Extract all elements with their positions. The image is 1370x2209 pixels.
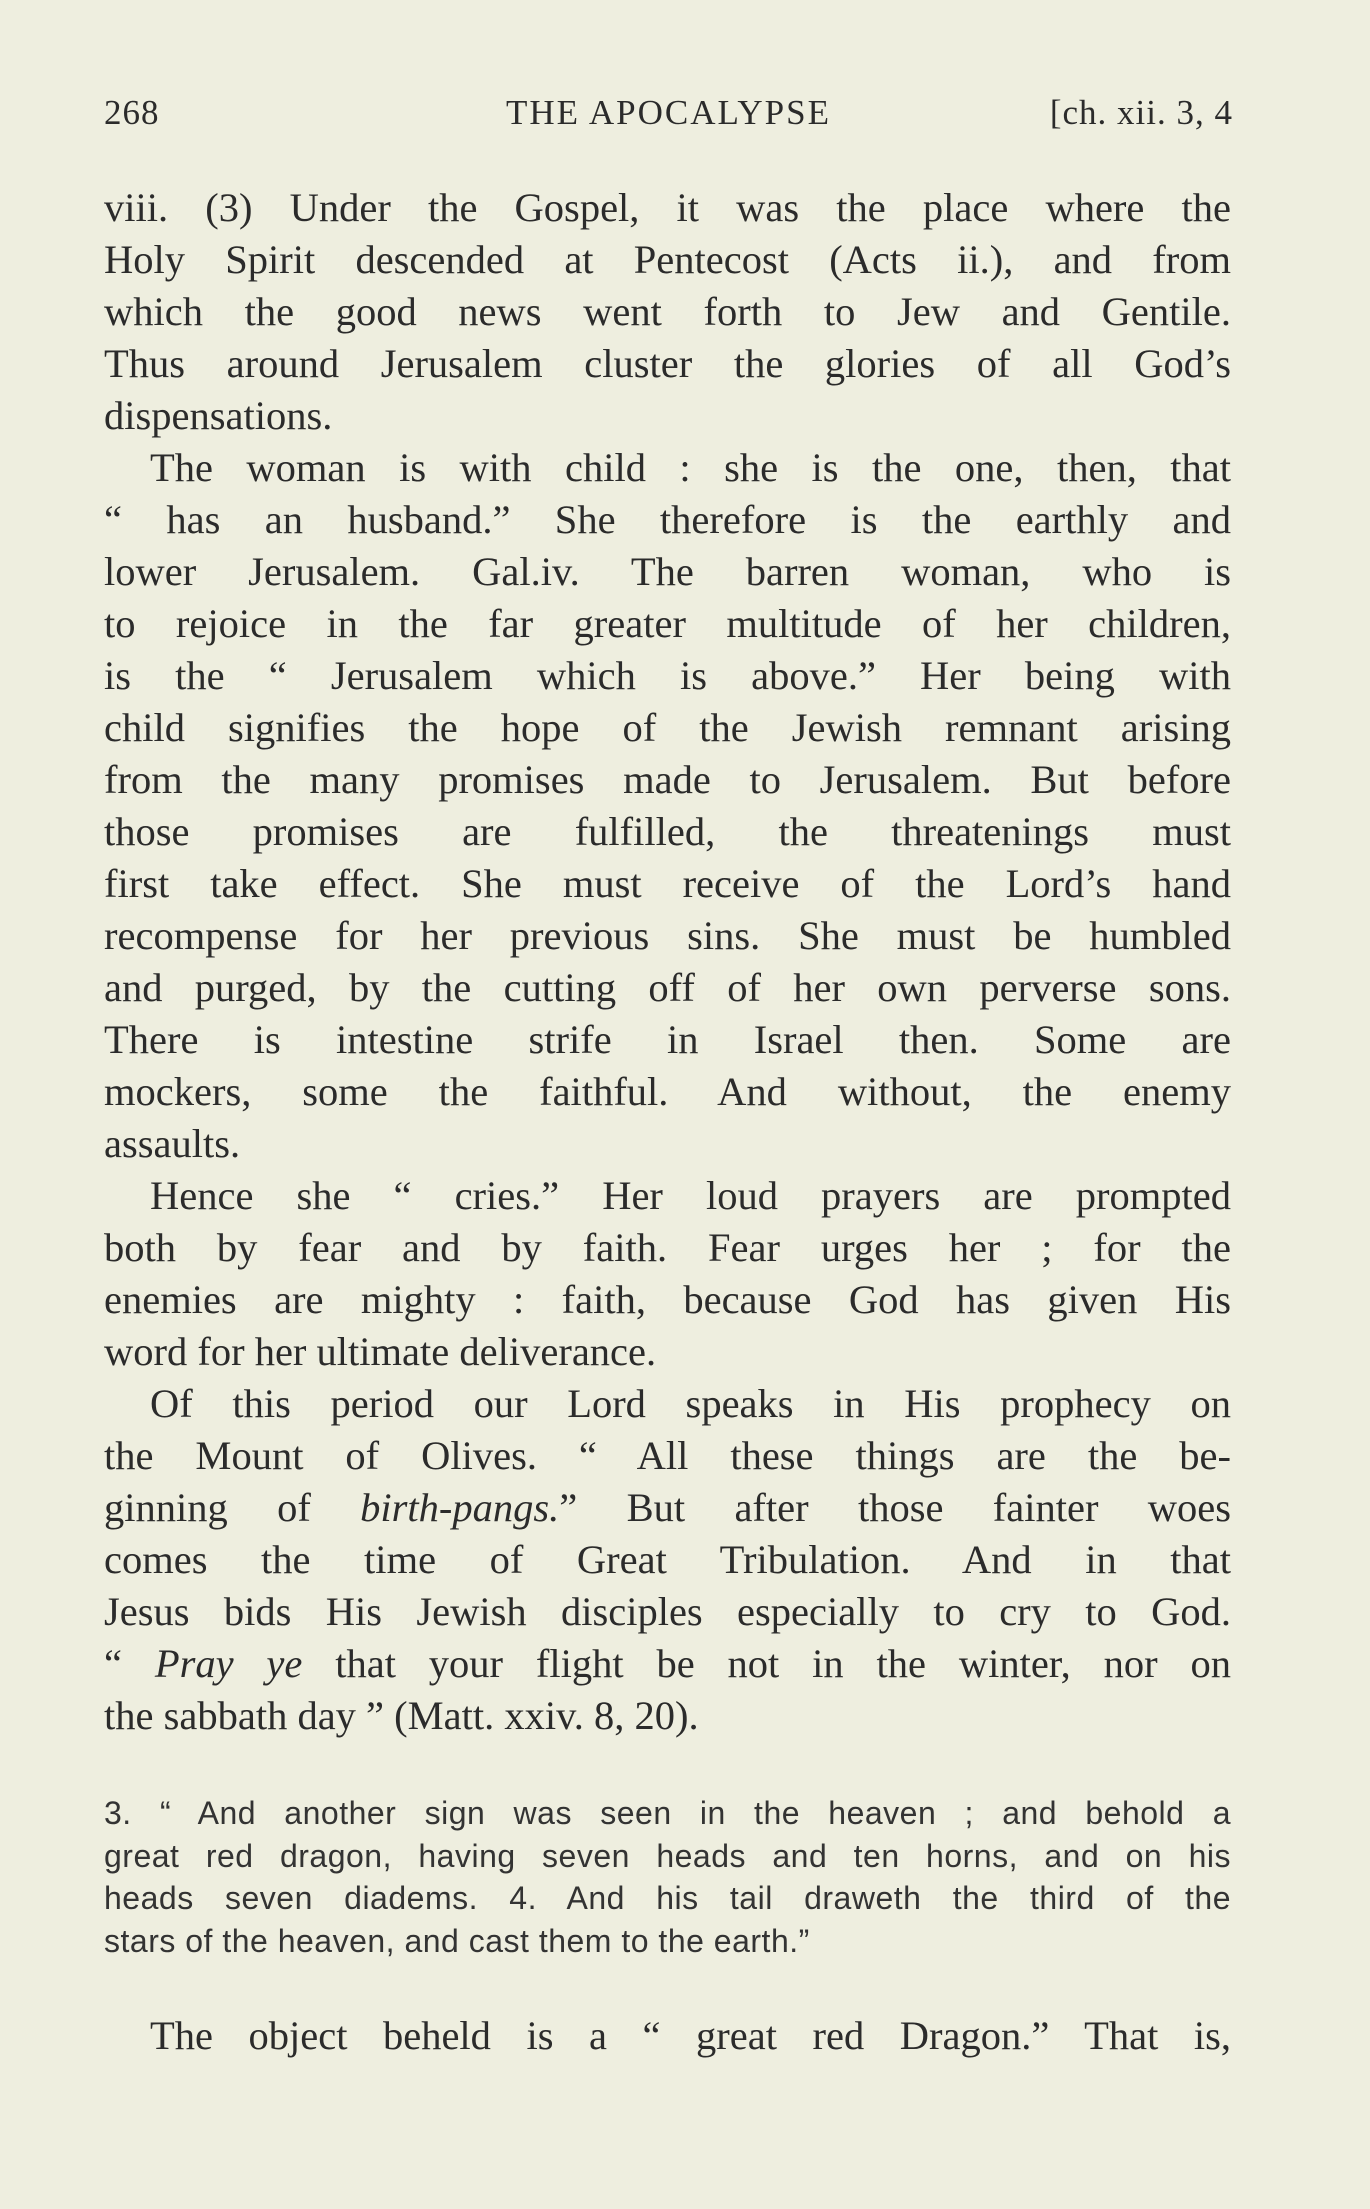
text-line: The object beheld is a “ great red Dragon.” That is, bbox=[150, 2013, 1231, 2058]
paragraph bbox=[104, 1170, 1231, 1378]
text-line: lower Jerusalem. Gal.iv. The barren woman, who is bbox=[104, 549, 1231, 594]
text-line: Of this period our Lord speaks in His prophecy on bbox=[150, 1381, 1231, 1426]
text-line: the Mount of Olives. “ All these things are the be- bbox=[104, 1433, 1231, 1478]
text-line: Hence she “ cries.” Her loud prayers are prompted bbox=[150, 1173, 1231, 1218]
text-run: ginning of bbox=[104, 1485, 361, 1530]
chapter-reference: [ch. xii. 3, 4 bbox=[1049, 93, 1233, 132]
text-line: There is intestine strife in Israel then. Some are bbox=[104, 1017, 1231, 1062]
text-line: to rejoice in the far greater multitude of her children, bbox=[104, 601, 1231, 646]
text-line: mockers, some the faithful. And without, the enemy bbox=[104, 1069, 1231, 1114]
text-line: dispensations. bbox=[104, 393, 333, 438]
text-line: from the many promises made to Jerusalem. But before bbox=[104, 757, 1231, 802]
italic-text: Pray ye bbox=[154, 1641, 303, 1686]
text-line: “ has an husband.” She therefore is the earthly and bbox=[104, 497, 1231, 542]
text-line: Thus around Jerusalem cluster the glories of all God’s bbox=[104, 341, 1231, 386]
text-line: the sabbath day ” (Matt. xxiv. 8, 20). bbox=[104, 1693, 699, 1738]
text-line bbox=[104, 1638, 1231, 1690]
closing-paragraph bbox=[104, 2010, 1231, 2062]
text-run: that your flight be not in the winter, nor on bbox=[302, 1641, 1231, 1686]
text-line: assaults. bbox=[104, 1121, 241, 1166]
text-line: both by fear and by faith. Fear urges her ; for the bbox=[104, 1225, 1231, 1270]
page-number: 268 bbox=[104, 93, 160, 132]
running-head bbox=[104, 93, 1233, 143]
text-line: those promises are fulfilled, the threatenings must bbox=[104, 809, 1231, 854]
text-line: and purged, by the cutting off of her own perverse sons. bbox=[104, 965, 1231, 1010]
paragraph bbox=[104, 182, 1231, 442]
text-run: “ bbox=[104, 1641, 155, 1686]
quote-line: 3. “ And another sign was seen in the heaven ; and behold a bbox=[104, 1795, 1231, 1831]
italic-text: birth-pangs. bbox=[360, 1485, 560, 1530]
quote-line: stars of the heaven, and cast them to the earth.” bbox=[104, 1922, 810, 1959]
text-line: is the “ Jerusalem which is above.” Her being with bbox=[104, 653, 1231, 698]
text-line: enemies are mighty : faith, because God has given His bbox=[104, 1277, 1231, 1322]
text-line: child signifies the hope of the Jewish remnant arising bbox=[104, 705, 1231, 750]
scripture-quote bbox=[104, 1792, 1231, 1962]
text-line: word for her ultimate deliverance. bbox=[104, 1329, 657, 1374]
running-title: THE APOCALYPSE bbox=[506, 93, 831, 132]
text-line bbox=[104, 1482, 1231, 1534]
text-line: recompense for her previous sins. She must be humbled bbox=[104, 913, 1231, 958]
text-line: Holy Spirit descended at Pentecost (Acts ii.), and from bbox=[104, 237, 1231, 282]
text-line: which the good news went forth to Jew and Gentile. bbox=[104, 289, 1231, 334]
body-text bbox=[104, 182, 1231, 1742]
text-run: ” But after those fainter woes bbox=[559, 1485, 1231, 1530]
text-line: comes the time of Great Tribulation. And in that bbox=[104, 1537, 1231, 1582]
paragraph bbox=[104, 1378, 1231, 1742]
quote-line: heads seven diadems. 4. And his tail draweth the third of the bbox=[104, 1880, 1231, 1916]
paragraph bbox=[104, 442, 1231, 1170]
text-line: viii. (3) Under the Gospel, it was the place where the bbox=[104, 185, 1231, 230]
text-line: The woman is with child : she is the one, then, that bbox=[150, 445, 1231, 490]
text-line: Jesus bids His Jewish disciples especially to cry to God. bbox=[104, 1589, 1231, 1634]
text-line: first take effect. She must receive of the Lord’s hand bbox=[104, 861, 1231, 906]
quote-line: great red dragon, having seven heads and ten horns, and on his bbox=[104, 1837, 1231, 1874]
